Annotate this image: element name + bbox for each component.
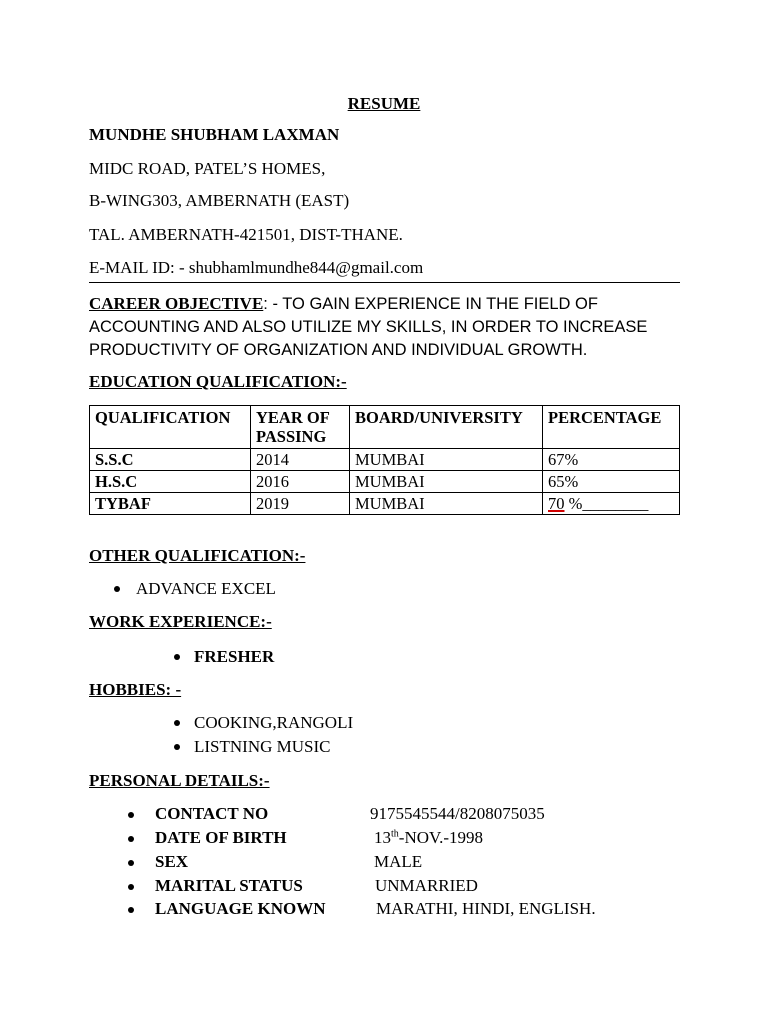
- table-row: [90, 471, 680, 493]
- career-objective-separator: : -: [263, 295, 283, 313]
- cell-year: 2019: [251, 493, 350, 515]
- cell-qualification: S.S.C: [90, 449, 251, 471]
- work-experience-heading: WORK EXPERIENCE:-: [89, 612, 272, 631]
- career-objective-text-1: TO GAIN EXPERIENCE IN THE FIELD OF: [282, 295, 598, 313]
- address-line-2: B-WING303, AMBERNATH (EAST): [89, 191, 350, 210]
- career-objective-line-1: [89, 294, 598, 314]
- column-header-year: YEAR OF PASSING: [251, 406, 350, 449]
- marital-value: UNMARRIED: [375, 876, 478, 895]
- column-header-board: BOARD/UNIVERSITY: [350, 406, 543, 449]
- table-row: [90, 449, 680, 471]
- table-row: [90, 493, 680, 515]
- cell-board: MUMBAI: [350, 493, 543, 515]
- bullet-icon: [128, 860, 134, 866]
- cell-percentage: 65%: [543, 471, 680, 493]
- career-objective-text-3: PRODUCTIVITY OF ORGANIZATION AND INDIVIDUAL GROWTH.: [89, 341, 588, 359]
- header-divider: [89, 282, 680, 283]
- cell-qualification: TYBAF: [90, 493, 251, 515]
- address-line-3: TAL. AMBERNATH-421501, DIST-THANE.: [89, 225, 403, 244]
- bullet-icon: [174, 720, 180, 726]
- career-objective-text-2: ACCOUNTING AND ALSO UTILIZE MY SKILLS, IN ORDER TO INCREASE: [89, 318, 648, 336]
- education-table-header-row: [90, 406, 680, 449]
- document-title: RESUME: [347, 94, 421, 113]
- cell-year: 2014: [251, 449, 350, 471]
- career-objective-heading: CAREER OBJECTIVE: [89, 294, 264, 313]
- sex-value: MALE: [374, 852, 423, 871]
- language-value: MARATHI, HINDI, ENGLISH.: [376, 899, 596, 918]
- percentage-value-spellcheck: 70: [548, 494, 565, 513]
- bullet-icon: [174, 744, 180, 750]
- bullet-icon: [128, 907, 134, 913]
- candidate-name: MUNDHE SHUBHAM LAXMAN: [89, 125, 340, 144]
- dob-label: DATE OF BIRTH: [155, 828, 287, 847]
- language-label: LANGUAGE KNOWN: [155, 899, 326, 918]
- cell-qualification: H.S.C: [90, 471, 251, 493]
- dob-value: 13th-NOV.-1998: [374, 828, 483, 847]
- sex-label: SEX: [155, 852, 189, 871]
- cell-percentage: [543, 493, 680, 515]
- education-heading: EDUCATION QUALIFICATION:-: [89, 372, 347, 391]
- bullet-icon: [128, 884, 134, 890]
- bullet-icon: [128, 812, 134, 818]
- contact-value: 9175545544/8208075035: [370, 804, 545, 823]
- cell-year: 2016: [251, 471, 350, 493]
- bullet-icon: [114, 586, 120, 592]
- cell-percentage: 67%: [543, 449, 680, 471]
- bullet-icon: [174, 654, 180, 660]
- cell-board: MUMBAI: [350, 449, 543, 471]
- other-qualification-heading: OTHER QUALIFICATION:-: [89, 546, 306, 565]
- percentage-value-rest: %________: [564, 494, 649, 513]
- marital-label: MARITAL STATUS: [155, 876, 303, 895]
- bullet-icon: [128, 836, 134, 842]
- column-header-percentage: PERCENTAGE: [543, 406, 680, 449]
- column-header-qualification: QUALIFICATION: [90, 406, 251, 449]
- email-line: E-MAIL ID: - shubhamlmundhe844@gmail.com: [89, 258, 424, 277]
- education-table: [89, 405, 680, 515]
- hobbies-heading: HOBBIES: -: [89, 680, 182, 699]
- address-line-1: MIDC ROAD, PATEL’S HOMES,: [89, 159, 326, 178]
- personal-details-heading: PERSONAL DETAILS:-: [89, 771, 270, 790]
- cell-board: MUMBAI: [350, 471, 543, 493]
- contact-label: CONTACT NO: [155, 804, 269, 823]
